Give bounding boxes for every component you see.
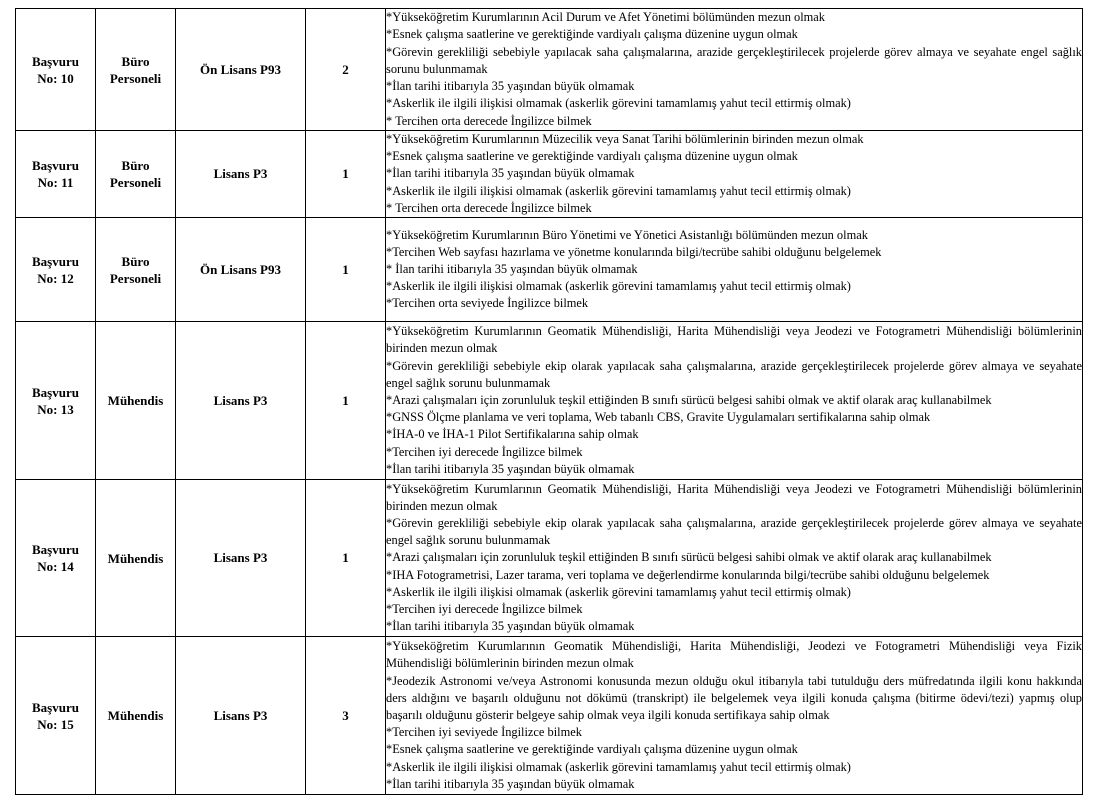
requirement-item: *Görevin gerekliliği sebebiyle ekip olarak yapılacak saha çalışmalarına, arazide gerçekleştirilecek projelerde görev almaya ve seyahate engel sağlık sorunu bulunmamak bbox=[386, 516, 1082, 548]
requirement-item: *Askerlik ile ilgili ilişkisi olmamak (askerlik görevini tamamlamış yahut tecil ettirmiş olmak) bbox=[386, 183, 851, 198]
requirement-item: *İHA-0 ve İHA-1 Pilot Sertifikalarına sahip olmak bbox=[386, 427, 639, 442]
requirements-cell bbox=[386, 9, 1083, 131]
application-number: No: 10 bbox=[37, 70, 74, 86]
requirement-item: *İlan tarihi itibarıyla 35 yaşından büyük olmamak bbox=[386, 461, 635, 476]
requirement-item: *Askerlik ile ilgili ilişkisi olmamak (askerlik görevini tamamlamış yahut tecil ettirmiş olmak) bbox=[386, 584, 851, 599]
position-title-line2: Personeli bbox=[109, 175, 162, 190]
requirement-item: *IHA Fotogrametrisi, Lazer tarama, veri toplama ve değerlendirme konularında bilgi/tecrübe sahibi olduğunu belgelemek bbox=[386, 567, 990, 582]
job-requirements-table bbox=[15, 8, 1083, 795]
application-number: No: 13 bbox=[37, 401, 74, 417]
application-label: Başvuru bbox=[32, 53, 79, 69]
position-title-line2: Personeli bbox=[109, 270, 162, 286]
requirement-item: *GNSS Ölçme planlama ve veri toplama, Web tabanlı CBS, Gravite Uygulamaları sertifikalarına sahip olmak bbox=[386, 410, 931, 425]
requirement-item: * İlan tarihi itibarıyla 35 yaşından büyük olmamak bbox=[386, 261, 638, 276]
requirement-item: * Tercihen orta derecede İngilizce bilmek bbox=[386, 113, 592, 128]
application-number-cell bbox=[16, 637, 96, 795]
application-number: No: 15 bbox=[37, 716, 74, 732]
education-level-cell: Ön Lisans P93 bbox=[176, 9, 306, 131]
table-row bbox=[16, 637, 1083, 795]
requirement-item: *Yükseköğretim Kurumlarının Büro Yönetimi ve Yönetici Asistanlığı bölümünden mezun olmak bbox=[386, 227, 868, 242]
position-title-line2: Personeli bbox=[109, 70, 162, 86]
requirements-cell bbox=[386, 218, 1083, 322]
requirement-item: *Yükseköğretim Kurumlarının Geomatik Mühendisliği, Harita Mühendisliği veya Jeodezi ve Fotogrametri Mühendisliği bölümlerinin birinden mezun olmak bbox=[386, 324, 1082, 356]
requirement-item: *Görevin gerekliliği sebebiyle ekip olarak yapılacak saha çalışmalarına, arazide gerçekleştirilecek projelerde görev almaya ve seyahate engel sağlık sorunu bulunmamak bbox=[386, 358, 1082, 390]
application-number: No: 14 bbox=[37, 559, 74, 575]
requirement-item: *Askerlik ile ilgili ilişkisi olmamak (askerlik görevini tamamlamış yahut tecil ettirmiş olmak) bbox=[386, 759, 851, 774]
requirement-item: *Yükseköğretim Kurumlarının Geomatik Mühendisliği, Harita Mühendisliği, Jeodezi ve Fotogrametri Mühendisliği veya Fizik Mühendisliği bölümlerinin birinden mezun olmak bbox=[386, 639, 1082, 671]
education-level-cell: Lisans P3 bbox=[176, 637, 306, 795]
position-title-line1: Mühendis bbox=[107, 708, 164, 724]
requirements-cell bbox=[386, 637, 1083, 795]
requirement-item: *Tercihen iyi derecede İngilizce bilmek bbox=[386, 602, 583, 617]
application-number-cell bbox=[16, 131, 96, 218]
application-label: Başvuru bbox=[32, 699, 79, 715]
application-number-cell bbox=[16, 480, 96, 637]
application-label: Başvuru bbox=[32, 542, 79, 558]
position-title-cell bbox=[96, 480, 176, 637]
table-row bbox=[16, 9, 1083, 131]
position-count-cell: 1 bbox=[306, 131, 386, 218]
requirement-item: *Tercihen iyi derecede İngilizce bilmek bbox=[386, 444, 583, 459]
position-title-line1: Büro bbox=[121, 53, 150, 69]
application-number-cell bbox=[16, 218, 96, 322]
table-row bbox=[16, 218, 1083, 322]
requirement-item: *Arazi çalışmaları için zorunluluk teşkil ettiğinden B sınıfı sürücü belgesi sahibi olmak ve aktif olarak araç kullanabilmek bbox=[386, 550, 992, 565]
requirement-item: *İlan tarihi itibarıyla 35 yaşından büyük olmamak bbox=[386, 79, 635, 94]
application-number-cell bbox=[16, 9, 96, 131]
application-number: No: 11 bbox=[37, 175, 74, 190]
requirement-item: *Askerlik ile ilgili ilişkisi olmamak (askerlik görevini tamamlamış yahut tecil ettirmiş olmak) bbox=[386, 96, 851, 111]
requirement-item: *Yükseköğretim Kurumlarının Müzecilik veya Sanat Tarihi bölümlerinin birinden mezun olmak bbox=[386, 132, 864, 146]
position-count-cell: 1 bbox=[306, 218, 386, 322]
education-level-cell: Lisans P3 bbox=[176, 480, 306, 637]
requirement-item: *Jeodezik Astronomi ve/veya Astronomi konusunda mezun olduğu okul itibarıyla tabi tutulduğu ders müfredatında ilgili konu hakkında ders aldığını ve başarılı olduğunu not dökümü (transkript) ile belgelemek veya ilgili konuda çalışma (bitirme ödevi/tezi) yapmış olup başarılı olduğunu gösterir belgeye sahip olmak veya ilgili konuda sertifikaya sahip olmak bbox=[386, 673, 1082, 722]
application-label: Başvuru bbox=[32, 158, 79, 173]
education-level-cell: Lisans P3 bbox=[176, 322, 306, 480]
requirement-item: *İlan tarihi itibarıyla 35 yaşından büyük olmamak bbox=[386, 776, 635, 791]
application-number-cell bbox=[16, 322, 96, 480]
application-label: Başvuru bbox=[32, 253, 79, 269]
requirements-cell bbox=[386, 322, 1083, 480]
education-level-cell: Ön Lisans P93 bbox=[176, 218, 306, 322]
position-title-line1: Mühendis bbox=[107, 393, 164, 409]
requirement-item: *İlan tarihi itibarıyla 35 yaşından büyük olmamak bbox=[386, 619, 635, 634]
education-level-cell: Lisans P3 bbox=[176, 131, 306, 218]
position-title-cell bbox=[96, 637, 176, 795]
position-title-cell bbox=[96, 218, 176, 322]
requirement-item: *Yükseköğretim Kurumlarının Geomatik Mühendisliği, Harita Mühendisliği veya Jeodezi ve Fotogrametri Mühendisliği bölümlerinin birinden mezun olmak bbox=[386, 481, 1082, 513]
table-row bbox=[16, 322, 1083, 480]
requirements-cell bbox=[386, 131, 1083, 218]
position-count-cell: 2 bbox=[306, 9, 386, 131]
requirement-item: *İlan tarihi itibarıyla 35 yaşından büyük olmamak bbox=[386, 166, 635, 181]
requirement-item: *Tercihen orta seviyede İngilizce bilmek bbox=[386, 296, 589, 311]
requirement-item: *Yükseköğretim Kurumlarının Acil Durum ve Afet Yönetimi bölümünden mezun olmak bbox=[386, 10, 825, 25]
position-count-cell: 3 bbox=[306, 637, 386, 795]
position-title-cell bbox=[96, 9, 176, 131]
application-number: No: 12 bbox=[37, 270, 74, 286]
requirement-item: *Askerlik ile ilgili ilişkisi olmamak (askerlik görevini tamamlamış yahut tecil ettirmiş olmak) bbox=[386, 279, 851, 294]
requirements-cell bbox=[386, 480, 1083, 637]
position-title-cell bbox=[96, 131, 176, 218]
table-row bbox=[16, 480, 1083, 637]
position-title-line1: Büro bbox=[121, 158, 150, 173]
requirement-item: * Tercihen orta derecede İngilizce bilmek bbox=[386, 200, 592, 215]
requirement-item: *Esnek çalışma saatlerine ve gerektiğinde vardiyalı çalışma düzenine uygun olmak bbox=[386, 742, 798, 757]
position-count-cell: 1 bbox=[306, 322, 386, 480]
position-title-line1: Büro bbox=[121, 253, 150, 269]
requirement-item: *Esnek çalışma saatlerine ve gerektiğinde vardiyalı çalışma düzenine uygun olmak bbox=[386, 27, 798, 42]
requirement-item: *Esnek çalışma saatlerine ve gerektiğinde vardiyalı çalışma düzenine uygun olmak bbox=[386, 149, 798, 164]
requirement-item: *Arazi çalışmaları için zorunluluk teşkil ettiğinden B sınıfı sürücü belgesi sahibi olmak ve aktif olarak araç kullanabilmek bbox=[386, 392, 992, 407]
requirement-item: *Tercihen Web sayfası hazırlama ve yönetme konularında bilgi/tecrübe sahibi olduğunu belgelemek bbox=[386, 244, 882, 259]
table-row bbox=[16, 131, 1083, 218]
position-count-cell: 1 bbox=[306, 480, 386, 637]
position-title-line1: Mühendis bbox=[107, 550, 164, 566]
requirement-item: *Tercihen iyi seviyede İngilizce bilmek bbox=[386, 725, 582, 740]
requirement-item: *Görevin gerekliliği sebebiyle yapılacak saha çalışmalarına, arazide gerçekleştirilecek projelerde görev almaya ve seyahate engel sağlık sorunu bulunmamak bbox=[386, 44, 1082, 76]
position-title-cell bbox=[96, 322, 176, 480]
application-label: Başvuru bbox=[32, 384, 79, 400]
